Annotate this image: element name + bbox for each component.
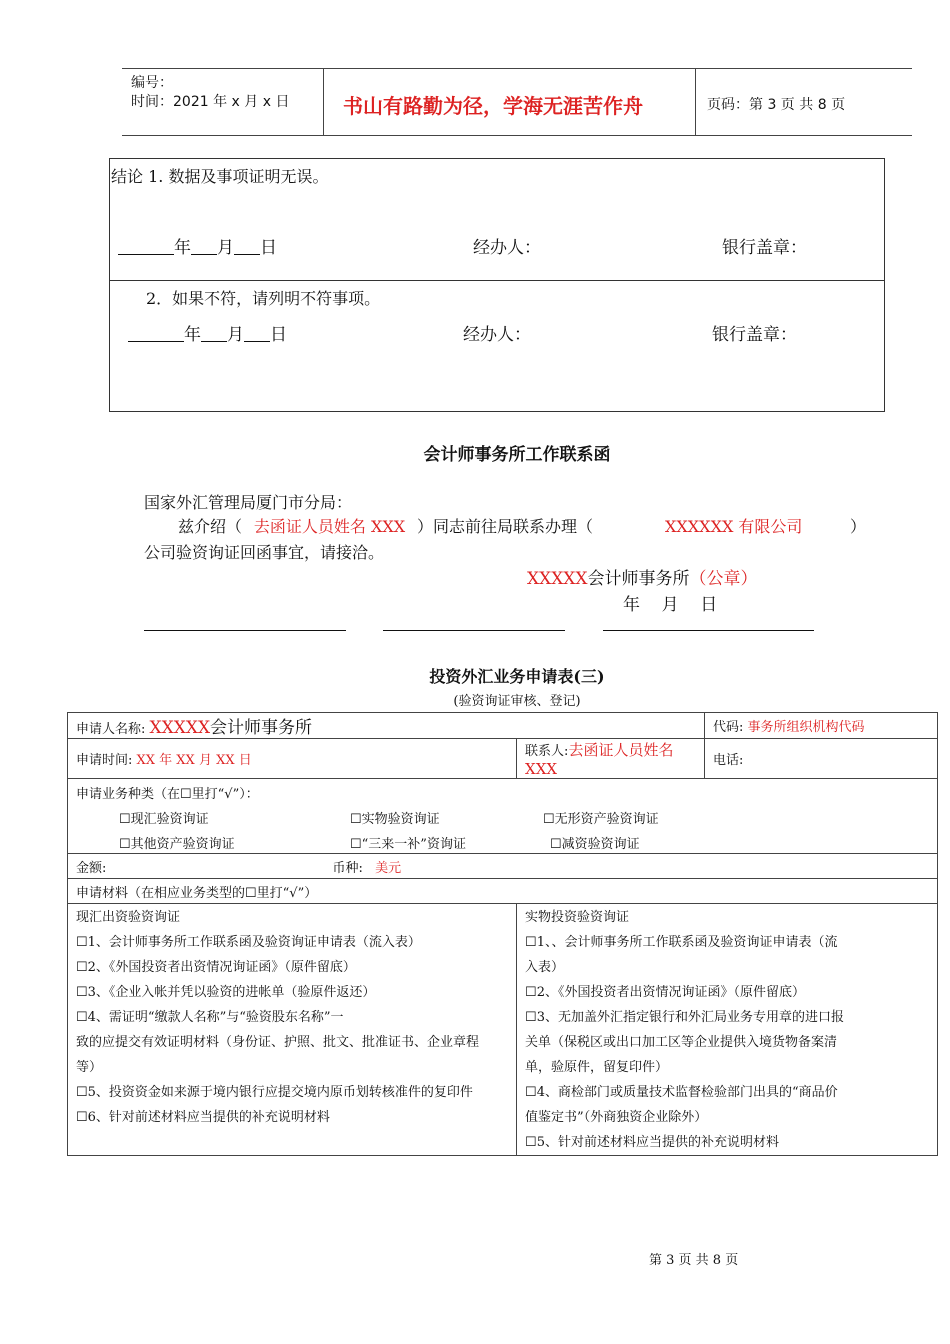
time-cell: 申请时间: XX 年 XX 月 XX 日 bbox=[68, 739, 517, 779]
application-title: 投资外汇业务申请表(三) bbox=[429, 667, 605, 686]
letter-line-3: 公司验资询证回函事宜，请接洽。 bbox=[144, 543, 385, 562]
cash-material-item-cont: 等） bbox=[76, 1060, 103, 1075]
cash-material-item[interactable]: ☐2、《外国投资者出资情况询证函》（原件留底） bbox=[76, 960, 356, 975]
conclusion-divider bbox=[110, 280, 884, 281]
header-divider bbox=[695, 68, 696, 135]
physical-material-item[interactable]: ☐1、、会计师事务所工作联系函及验资询证申请表（流 bbox=[525, 935, 838, 950]
handler-label-1: 经办人： bbox=[473, 238, 541, 258]
conclusion-line-2: 2．如果不符，请列明不符事项。 bbox=[146, 289, 381, 308]
intro-end: ） bbox=[850, 517, 867, 536]
application-form bbox=[67, 712, 938, 1156]
physical-material-item-cont: 关单（保税区或出口加工区等企业提供入境货物备案清 bbox=[525, 1035, 838, 1050]
business-type-cell: 申请业务种类（在☐里打“√”）： ☐现汇验资询证 ☐实物验资询证 ☐无形资产验资询证 ☐其他资产验资询证 ☐“三来一补”资询证 ☐减资验资询证 bbox=[68, 779, 938, 854]
signature-line bbox=[603, 630, 814, 631]
checkbox-intangible-verification[interactable]: ☐无形资产验资询证 bbox=[543, 812, 659, 827]
checkbox-other-assets-verification[interactable]: ☐其他资产验资询证 bbox=[119, 837, 235, 852]
firm-signature: XXXXX会计师事务所（公章） bbox=[527, 569, 758, 589]
header-divider bbox=[323, 68, 324, 135]
application-subtitle: (验资询证审核、登记) bbox=[453, 694, 581, 709]
materials-cell: 申请材料（在相应业务类型的☐里打“√”） bbox=[68, 879, 938, 904]
letter-recipient: 国家外汇管理局厦门市分局： bbox=[144, 493, 353, 512]
header-top-rule bbox=[122, 68, 912, 69]
physical-material-item[interactable]: ☐2、《外国投资者出资情况询证函》（原件留底） bbox=[525, 985, 805, 1000]
physical-material-item[interactable]: ☐3、无加盖外汇指定银行和外汇局业务专用章的进口报 bbox=[525, 1010, 844, 1025]
physical-material-item[interactable]: ☐5、针对前述材料应当提供的补充说明材料 bbox=[525, 1135, 779, 1150]
code-cell: 代码: 事务所组织机构代码 bbox=[705, 713, 938, 739]
checkbox-physical-verification[interactable]: ☐实物验资询证 bbox=[350, 812, 440, 827]
signature-line bbox=[144, 630, 346, 631]
cash-material-item[interactable]: ☐5、投资资金如来源于境内银行应提交境内原币划转核准件的复印件 bbox=[76, 1085, 473, 1100]
conclusion-date-1: 年 月 日 bbox=[118, 233, 277, 258]
handler-label-2: 经办人： bbox=[463, 325, 531, 345]
doc-number-label: 编号： bbox=[131, 75, 173, 91]
physical-material-item[interactable]: ☐4、商检部门或质量技术监督检验部门出具的“商品价 bbox=[525, 1085, 838, 1100]
physical-material-item-cont: 入表） bbox=[525, 960, 565, 975]
checkbox-capital-reduction-verification[interactable]: ☐减资验资询证 bbox=[550, 837, 640, 852]
checkbox-sanlai-yibu-verification[interactable]: ☐“三来一补”资询证 bbox=[350, 837, 466, 852]
signature-line bbox=[383, 630, 565, 631]
applicant-cell: 申请人名称: XXXXX会计师事务所 bbox=[68, 713, 705, 739]
cash-materials-title: 现汇出资验资询证 bbox=[76, 910, 181, 925]
doc-time-label: 时间：2021 年 x 月 x 日 bbox=[131, 94, 290, 110]
page-indicator: 页码：第 3 页 共 8 页 bbox=[707, 97, 846, 113]
person-name: 去函证人员姓名 XXX bbox=[253, 517, 406, 536]
checkbox-cash-verification[interactable]: ☐现汇验资询证 bbox=[119, 812, 209, 827]
conclusion-date-2: 年 月 日 bbox=[128, 320, 287, 345]
phone-cell: 电话: bbox=[705, 739, 938, 779]
letter-date: 年 月 日 bbox=[623, 595, 718, 615]
conclusion-box bbox=[109, 158, 885, 412]
physical-material-item-cont: 单，验原件，留复印件） bbox=[525, 1060, 669, 1075]
footer-page-number: 第 3 页 共 8 页 bbox=[649, 1253, 739, 1268]
amount-cell: 金额: 币种: 美元 bbox=[68, 854, 938, 879]
conclusion-line-1: 结论 1. 数据及事项证明无误。 bbox=[111, 167, 329, 186]
cash-material-item[interactable]: ☐1、会计师事务所工作联系函及验资询证申请表（流入表） bbox=[76, 935, 421, 950]
bank-seal-label-1: 银行盖章： bbox=[722, 238, 807, 258]
letter-title: 会计师事务所工作联系函 bbox=[423, 445, 611, 465]
letter-intro: 兹介绍（ 去函证人员姓名 XXX ）同志前往局联系办理（ bbox=[178, 514, 593, 537]
cash-materials-cell bbox=[68, 904, 517, 1156]
physical-materials-cell bbox=[517, 904, 938, 1156]
header-motto: 书山有路勤为径，学海无涯苦作舟 bbox=[343, 94, 643, 118]
company-name: XXXXXX 有限公司 bbox=[665, 517, 803, 536]
cash-material-item[interactable]: ☐3、《企业入帐并凭以验资的进帐单（验原件返还） bbox=[76, 985, 376, 1000]
cash-material-item[interactable]: ☐6、针对前述材料应当提供的补充说明材料 bbox=[76, 1110, 330, 1125]
physical-materials-title: 实物投资验资询证 bbox=[525, 910, 630, 925]
cash-material-item-cont: 致的应提交有效证明材料（身份证、护照、批文、批准证书、企业章程 bbox=[76, 1035, 480, 1050]
contact-cell: 联系人:去函证人员姓名 XXX bbox=[517, 739, 705, 779]
header-bottom-rule bbox=[122, 135, 912, 136]
bank-seal-label-2: 银行盖章： bbox=[712, 325, 797, 345]
physical-material-item-cont: 值鉴定书”（外商独资企业除外） bbox=[525, 1110, 708, 1125]
cash-material-item[interactable]: ☐4、需证明“缴款人名称”与“验资股东名称”一 bbox=[76, 1010, 344, 1025]
